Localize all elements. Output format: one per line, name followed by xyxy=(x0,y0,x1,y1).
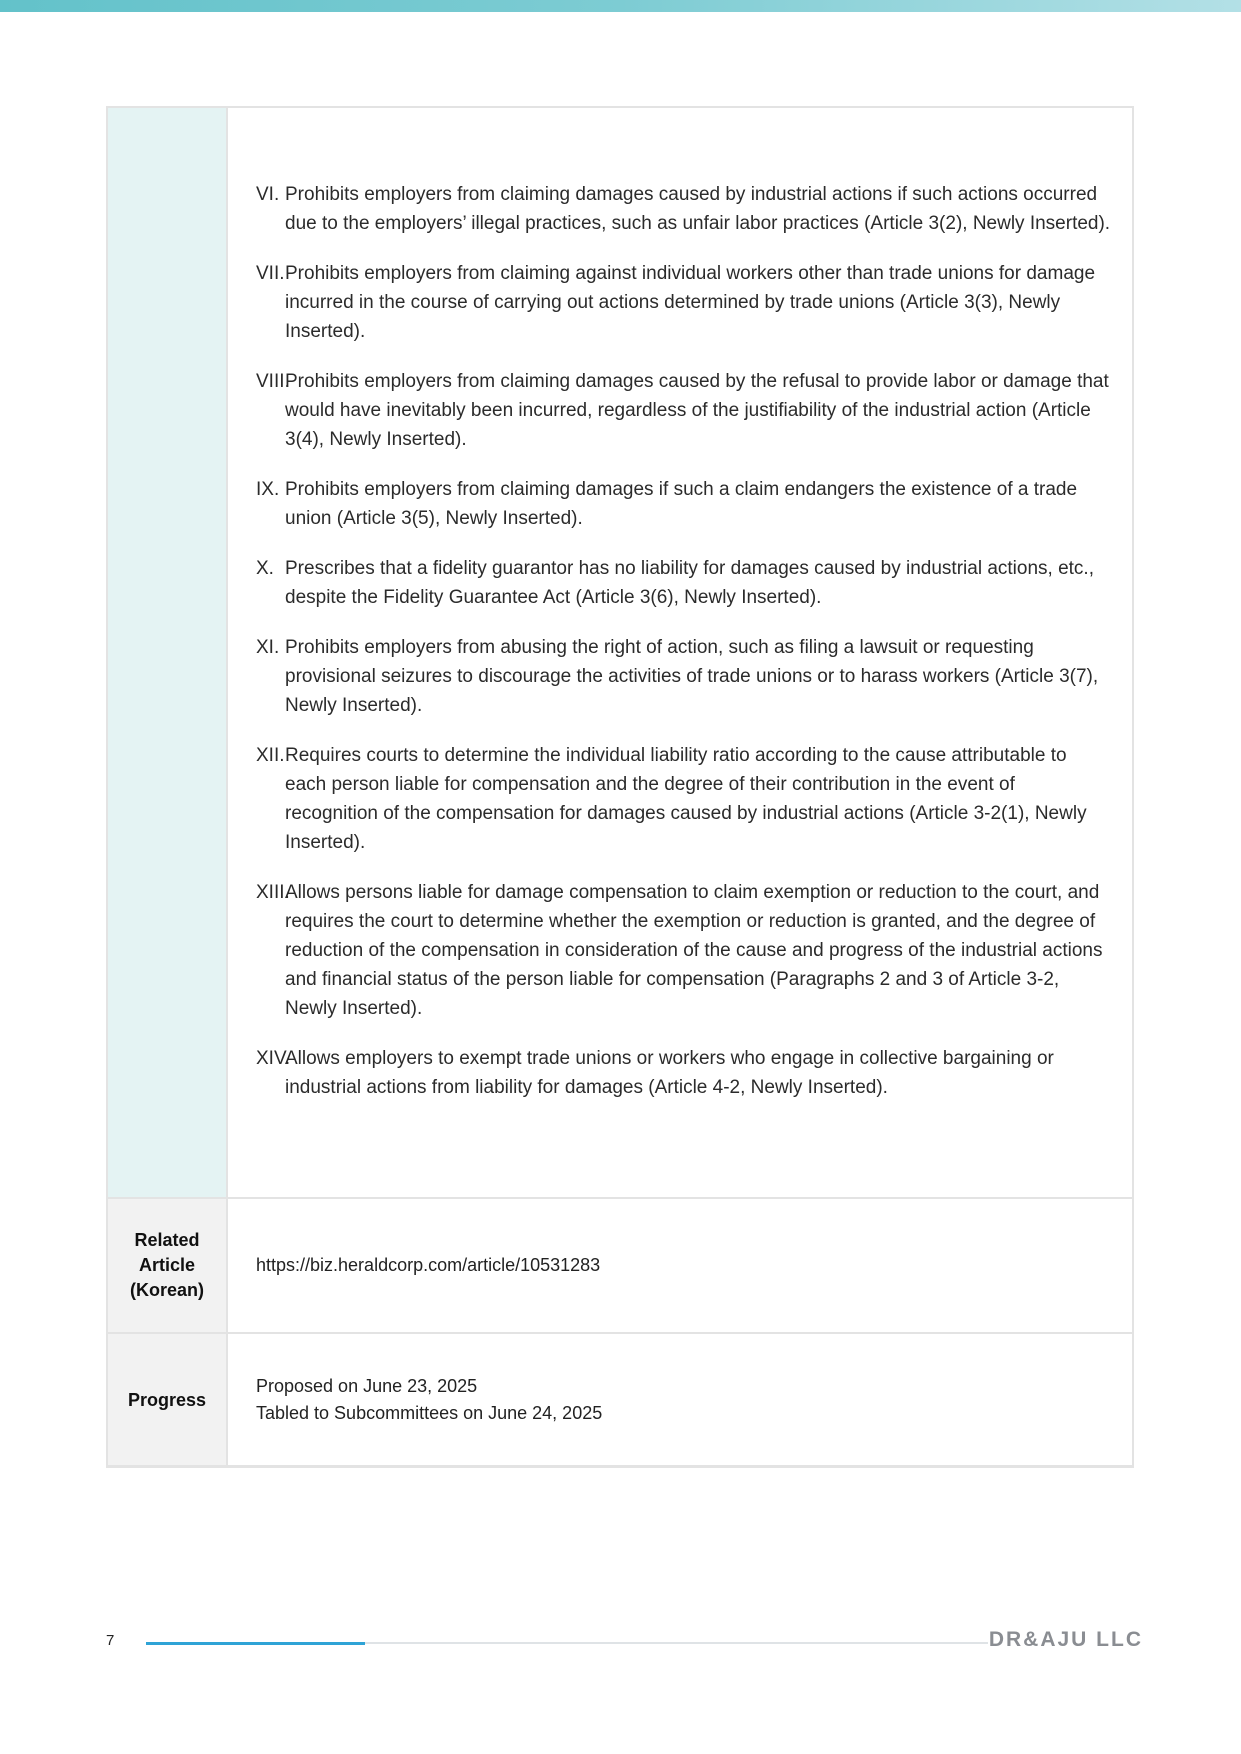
top-accent-bar xyxy=(0,0,1241,12)
related-article-label xyxy=(108,1199,228,1332)
progress-proposed: Proposed on June 23, 2025 xyxy=(256,1376,478,1396)
progress-row xyxy=(108,1332,1132,1466)
summary-row xyxy=(108,108,1132,1197)
related-article-label-line: Article xyxy=(138,1255,195,1275)
bill-summary-table xyxy=(106,106,1134,1468)
progress-tabled: Tabled to Subcommittees on June 24, 2025 xyxy=(256,1403,603,1423)
item-text: Prohibits employers from claiming against individual workers other than trade unions for damage incurred in the course of carrying out actions determined by trade unions (Article 3(3), Newly Inserted). xyxy=(285,263,1096,342)
item-numeral: XIII. xyxy=(256,882,290,903)
firm-logo: DR&AJU LLC xyxy=(988,1628,1143,1651)
list-item xyxy=(256,1044,1112,1102)
item-numeral: XI. xyxy=(256,637,280,658)
summary-label-cell xyxy=(108,108,228,1197)
item-numeral: VII. xyxy=(256,263,285,284)
item-numeral: IX. xyxy=(256,479,280,500)
item-numeral: VIII. xyxy=(256,371,290,392)
list-item xyxy=(256,878,1112,1023)
table-bottom-border xyxy=(106,1465,1134,1468)
progress-label: Progress xyxy=(108,1334,228,1466)
summary-list xyxy=(228,108,1132,1197)
related-article-row xyxy=(108,1197,1132,1332)
item-numeral: X. xyxy=(256,558,274,579)
list-item xyxy=(256,367,1112,454)
related-article-cell xyxy=(228,1199,1132,1332)
related-article-label-line: (Korean) xyxy=(129,1280,204,1300)
item-text: Prohibits employers from claiming damages caused by the refusal to provide labor or damage that would have inevitably been incurred, regardless of the justifiability of the industrial action (Article 3(4), Newly Inserted). xyxy=(285,371,1109,450)
item-text: Prohibits employers from claiming damages caused by industrial actions if such actions occurred due to the employers’ illegal practices, such as unfair labor practices (Article 3(2), Newly Inserted). xyxy=(285,184,1111,234)
item-numeral: XII. xyxy=(256,745,285,766)
item-text: Allows employers to exempt trade unions or workers who engage in collective bargaining or industrial actions from liability for damages (Article 4-2, Newly Inserted). xyxy=(285,1048,1054,1098)
list-item xyxy=(256,554,1112,612)
list-item xyxy=(256,259,1112,346)
item-text: Prohibits employers from claiming damages if such a claim endangers the existence of a trade union (Article 3(5), Newly Inserted). xyxy=(285,479,1078,529)
item-text: Prescribes that a fidelity guarantor has no liability for damages caused by industrial actions, etc., despite the Fidelity Guarantee Act (Article 3(6), Newly Inserted). xyxy=(285,558,1094,608)
list-item xyxy=(256,633,1112,720)
list-item xyxy=(256,741,1112,857)
item-text: Prohibits employers from abusing the right of action, such as filing a lawsuit or requesting provisional seizures to discourage the activities of trade unions or to harass workers (Article 3(7), Newly Inserted). xyxy=(285,637,1099,716)
footer-progress-track xyxy=(146,1642,988,1644)
item-numeral: VI. xyxy=(256,184,280,205)
page-number: 7 xyxy=(106,1632,115,1649)
list-item xyxy=(256,475,1112,533)
related-article-label-line: Related xyxy=(134,1230,200,1250)
progress-cell xyxy=(228,1334,1132,1466)
related-article-link[interactable]: https://biz.heraldcorp.com/article/10531283 xyxy=(256,1255,601,1275)
item-text: Requires courts to determine the individual liability ratio according to the cause attributable to each person liable for compensation and the degree of their contribution in the event of recognition of the compensation for damages caused by industrial actions (Article 3-2(1), Newly Inserted). xyxy=(285,745,1087,853)
item-text: Allows persons liable for damage compensation to claim exemption or reduction to the court, and requires the court to determine whether the exemption or reduction is granted, and the degree of reduction of the compensation in consideration of the cause and progress of the industrial actions and financial status of the person liable for compensation (Paragraphs 2 and 3 of Article 3-2, Newly Inserted). xyxy=(285,882,1103,1019)
footer-progress-fill xyxy=(146,1642,365,1645)
item-numeral: XIV. xyxy=(256,1048,291,1069)
list-item xyxy=(256,180,1112,238)
